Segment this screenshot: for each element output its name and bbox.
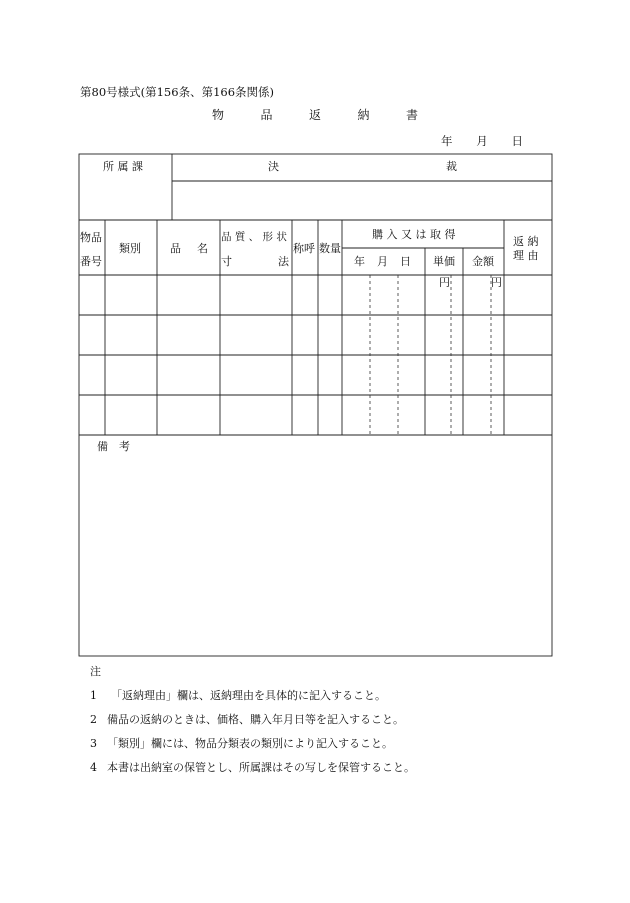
unit-price-yen: 円 [439,276,450,289]
col-item-name: 品 名 [170,242,208,255]
date-month-label: 月 [476,134,488,148]
col-purchase-date: 年 月 日 [354,255,411,268]
col-unit-price: 単価 [433,255,455,268]
decision-label-1: 決 [268,160,279,173]
col-item-no-line1: 物品 [80,231,102,244]
col-quality-line1: 品 質 、 形 状 [221,231,287,243]
col-quantity: 数量 [319,242,341,255]
title-char: 納 [357,108,370,122]
remarks-label: 備 考 [97,440,130,453]
title-char: 物 [212,108,225,122]
note-item: 4 本書は出納室の保管とし、所属課はその写しを保管すること。 [90,761,415,774]
title-char: 品 [260,108,273,122]
note-item: 2 備品の返納のときは、価格、購入年月日等を記入すること。 [90,713,404,726]
note-item: 1 「返納理由」欄は、返納理由を具体的に記入すること。 [90,689,386,702]
amount-yen: 円 [491,276,502,289]
col-item-no-line2: 番号 [80,255,102,268]
title-char: 返 [308,108,321,122]
notes-heading: 注 [90,665,101,678]
col-category: 類別 [119,242,141,255]
title-char: 書 [405,108,418,122]
note-item: 3 「類別」欄には、物品分類表の類別により記入すること。 [90,737,393,750]
col-designation: 称呼 [293,242,315,255]
col-reason-line1: 返 納 [513,235,539,248]
col-reason-line2: 理 由 [513,249,539,262]
date-year-label: 年 [441,134,453,148]
col-amount: 金額 [472,255,494,268]
col-purchase-group: 購 入 又 は 取 得 [372,228,456,241]
date-day-label: 日 [511,134,523,148]
col-quality-line2: 寸 法 [221,255,289,268]
dept-label: 所 属 課 [103,160,143,173]
form-number: 第80号様式(第156条、第166条関係) [80,85,275,99]
decision-label-2: 裁 [446,160,457,173]
form-frame [79,154,552,656]
